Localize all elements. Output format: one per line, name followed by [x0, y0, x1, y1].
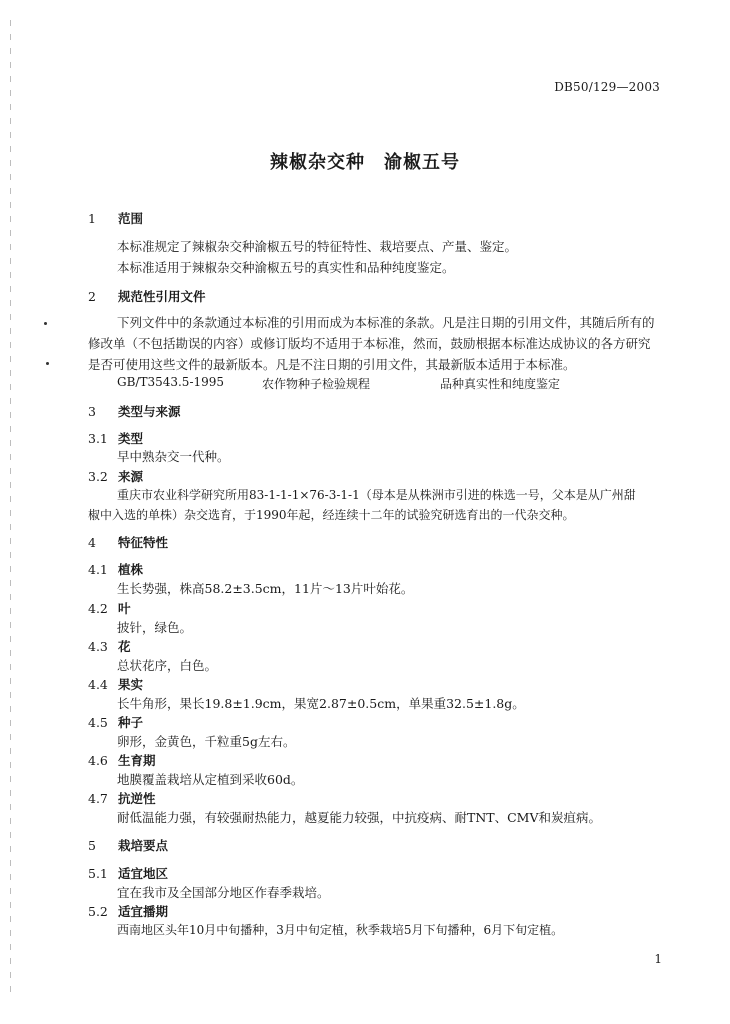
section-title: 栽培要点 [118, 838, 169, 853]
section-number: 5 [88, 838, 96, 853]
subsection-heading [88, 902, 168, 920]
section-1-heading [88, 209, 143, 227]
section-2-line-2: 修改单（不包括勘误的内容）或修订版均不适用于本标准，然而，鼓励根据本标准达成协议的各方研究 [88, 336, 651, 351]
subsection-number: 5.1 [88, 866, 108, 881]
reference-title: 农作物种子检验规程 [262, 377, 371, 391]
subsection-text: 长牛角形，果长19.8±1.9cm，果宽2.87±0.5cm，单果重32.5±1.8g。 [117, 696, 525, 711]
reference-code: GB/T3543.5-1995 [117, 375, 225, 389]
subsection-heading [88, 713, 143, 731]
subsection-number: 5.2 [88, 904, 108, 919]
subsection-text: 耐低温能力强，有较强耐热能力，越夏能力较强，中抗疫病、耐TNT、CMV和炭疽病。 [117, 810, 602, 825]
subsection-3-1-heading [88, 429, 143, 447]
subsection-number: 4.6 [88, 753, 108, 768]
section-3-heading [88, 402, 181, 420]
subsection-heading [88, 864, 168, 882]
section-number: 3 [88, 404, 96, 419]
subsection-heading [88, 637, 131, 655]
subsection-title: 类型 [118, 431, 144, 446]
section-number: 1 [88, 211, 96, 226]
subsection-text: 总状花序，白色。 [117, 658, 218, 673]
subsection-heading [88, 751, 156, 769]
subsection-title: 花 [118, 639, 131, 654]
subsection-text: 生长势强，株高58.2±3.5cm，11片～13片叶始花。 [117, 581, 414, 596]
section-title: 类型与来源 [118, 404, 181, 419]
section-number: 2 [88, 289, 96, 304]
subsection-number: 4.5 [88, 715, 108, 730]
section-2-line-3: 是否可使用这些文件的最新版本。凡是不注日期的引用文件，其最新版本适用于本标准。 [88, 357, 576, 372]
scan-dot [46, 362, 49, 365]
subsection-3-1-text: 早中熟杂交一代种。 [117, 449, 230, 464]
subsection-text: 披针，绿色。 [117, 620, 193, 635]
subsection-text: 卵形，金黄色，千粒重5g左右。 [117, 734, 296, 749]
section-5-heading [88, 836, 168, 854]
document-title: 辣椒杂交种 渝椒五号 [270, 152, 460, 173]
subsection-heading [88, 599, 131, 617]
subsection-title: 叶 [118, 601, 131, 616]
subsection-3-2-heading [88, 467, 143, 485]
subsection-number: 4.4 [88, 677, 108, 692]
subsection-title: 生育期 [118, 753, 156, 768]
subsection-title: 果实 [118, 677, 144, 692]
scan-dot [44, 322, 47, 325]
section-title: 规范性引用文件 [118, 289, 206, 304]
subsection-number: 4.7 [88, 791, 108, 806]
section-2-heading [88, 287, 206, 305]
section-title: 特征特性 [118, 535, 169, 550]
section-4-heading [88, 533, 168, 551]
subsection-number: 3.2 [88, 469, 108, 484]
subsection-title: 抗逆性 [118, 791, 156, 806]
subsection-number: 3.1 [88, 431, 108, 446]
subsection-title: 种子 [118, 715, 144, 730]
page-number: 1 [654, 952, 662, 966]
section-number: 4 [88, 535, 96, 550]
subsection-title: 适宜地区 [118, 866, 169, 881]
subsection-number: 4.3 [88, 639, 108, 654]
subsection-text: 宜在我市及全国部分地区作春季栽培。 [117, 885, 330, 900]
reference-subtitle: 品种真实性和纯度鉴定 [440, 377, 561, 391]
subsection-3-2-line-1: 重庆市农业科学研究所用83-1-1-1×76-3-1-1（母本是从株洲市引进的株选一号，父本是从广州甜 [117, 488, 636, 502]
section-title: 范围 [118, 211, 144, 226]
subsection-heading [88, 789, 156, 807]
subsection-text: 地膜覆盖栽培从定植到采收60d。 [117, 772, 304, 787]
section-1-para-1: 本标准规定了辣椒杂交种渝椒五号的特征特性、栽培要点、产量、鉴定。 [117, 239, 518, 254]
subsection-3-2-line-2: 椒中入选的单株）杂交选育，于1990年起，经连续十二年的试验究研选育出的一代杂交种。 [88, 508, 575, 522]
section-2-line-1: 下列文件中的条款通过本标准的引用而成为本标准的条款。凡是注日期的引用文件，其随后所有的 [117, 315, 655, 330]
subsection-title: 植株 [118, 562, 144, 577]
subsection-title: 适宜播期 [118, 904, 169, 919]
subsection-text: 西南地区头年10月中旬播种，3月中旬定植，秋季栽培5月下旬播种，6月下旬定植。 [117, 923, 564, 937]
subsection-number: 4.1 [88, 562, 108, 577]
subsection-heading [88, 675, 143, 693]
standard-code: DB50/129—2003 [554, 80, 660, 94]
subsection-heading [88, 560, 143, 578]
section-1-para-2: 本标准适用于辣椒杂交种渝椒五号的真实性和品种纯度鉴定。 [117, 260, 455, 275]
subsection-title: 来源 [118, 469, 144, 484]
subsection-number: 4.2 [88, 601, 108, 616]
